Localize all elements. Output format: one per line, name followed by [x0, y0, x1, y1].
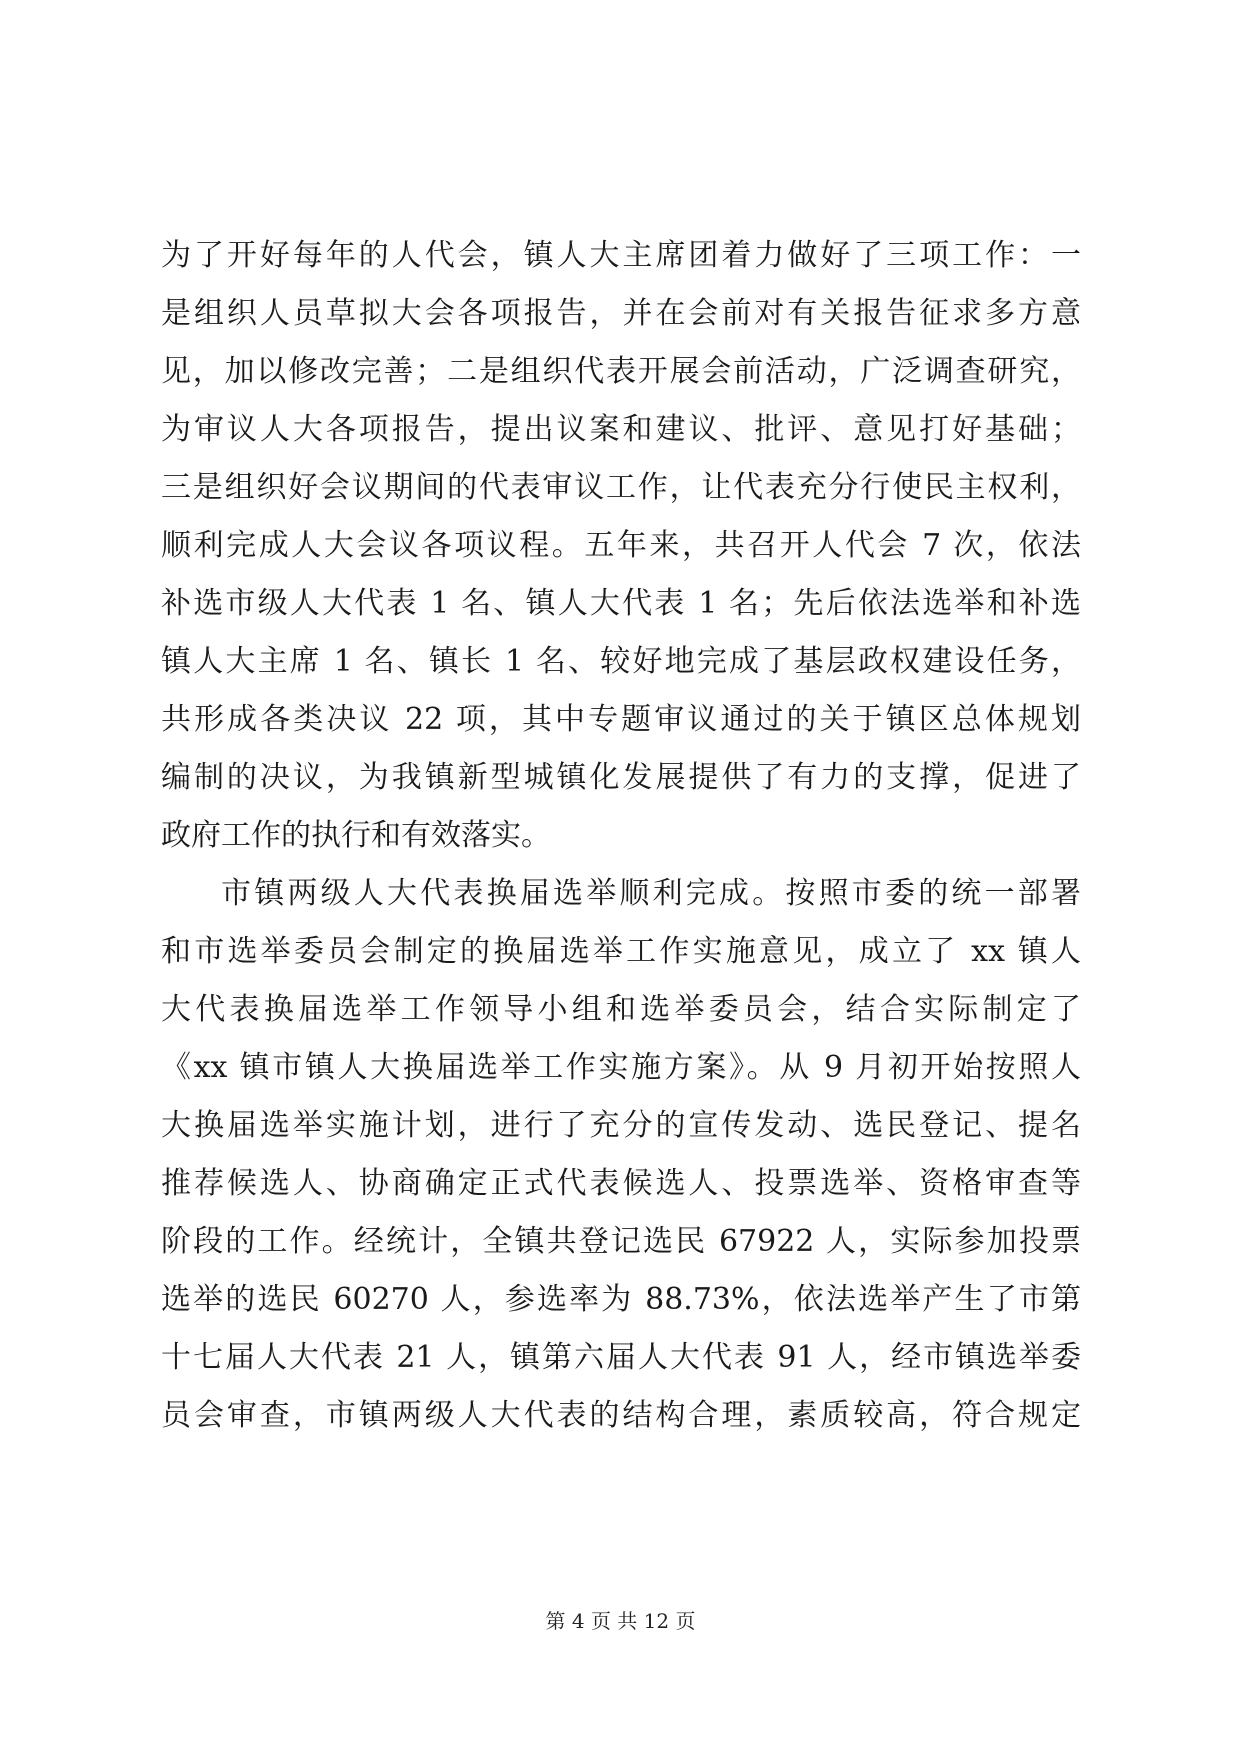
text-line: 政府工作的执行和有效落实。 — [161, 818, 551, 853]
text-line: 共形成各类决议 22 项，其中专题审议通过的关于镇区总体规划 — [161, 702, 1081, 737]
text-line: 顺利完成人大会议各项议程。五年来，共召开人代会 7 次，依法 — [161, 528, 1081, 563]
text-line: 员会审查，市镇两级人大代表的结构合理，素质较高，符合规定 — [161, 1398, 1081, 1433]
paragraph-2 — [161, 865, 1081, 1445]
text-line: 三是组织好会议期间的代表审议工作，让代表充分行使民主权利， — [161, 470, 1081, 505]
text-line: 为审议人大各项报告，提出议案和建议、批评、意见打好基础； — [161, 412, 1081, 447]
text-line: 补选市级人大代表 1 名、镇人大代表 1 名；先后依法选举和补选 — [161, 586, 1081, 621]
paragraph-1 — [161, 227, 1081, 865]
text-line: 大代表换届选举工作领导小组和选举委员会，结合实际制定了 — [161, 992, 1081, 1027]
text-line: 十七届人大代表 21 人，镇第六届人大代表 91 人，经市镇选举委 — [161, 1340, 1081, 1375]
text-line: 市镇两级人大代表换届选举顺利完成。按照市委的统一部署 — [221, 876, 1081, 911]
text-line: 推荐候选人、协商确定正式代表候选人、投票选举、资格审查等 — [161, 1166, 1081, 1201]
text-line: 编制的决议，为我镇新型城镇化发展提供了有力的支撑，促进了 — [161, 760, 1081, 795]
text-line: 见，加以修改完善；二是组织代表开展会前活动，广泛调查研究， — [161, 354, 1081, 389]
text-line: 《xx 镇市镇人大换届选举工作实施方案》。从 9 月初开始按照人 — [161, 1050, 1081, 1085]
text-line: 大换届选举实施计划，进行了充分的宣传发动、选民登记、提名 — [161, 1108, 1081, 1143]
text-line: 选举的选民 60270 人，参选率为 88.73%，依法选举产生了市第 — [161, 1282, 1081, 1317]
text-line: 是组织人员草拟大会各项报告，并在会前对有关报告征求多方意 — [161, 296, 1081, 331]
document-body — [161, 227, 1081, 1445]
page-number-footer: 第 4 页 共 12 页 — [545, 1609, 696, 1633]
text-line: 为了开好每年的人代会，镇人大主席团着力做好了三项工作：一 — [161, 238, 1081, 273]
text-line: 镇人大主席 1 名、镇长 1 名、较好地完成了基层政权建设任务， — [161, 644, 1081, 679]
text-line: 和市选举委员会制定的换届选举工作实施意见，成立了 xx 镇人 — [161, 934, 1081, 969]
text-line: 阶段的工作。经统计，全镇共登记选民 67922 人，实际参加投票 — [161, 1224, 1081, 1259]
